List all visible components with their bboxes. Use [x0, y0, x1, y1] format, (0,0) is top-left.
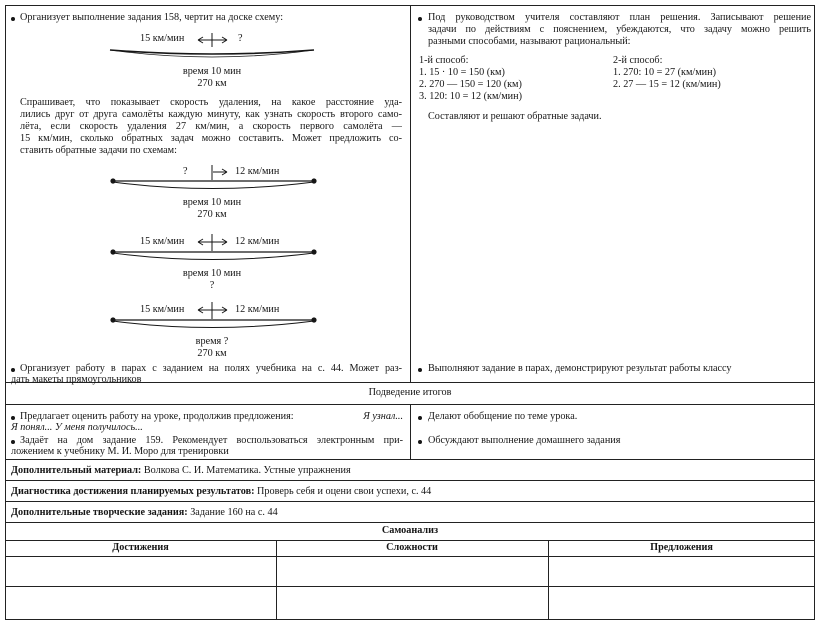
paragraph-line: лёта, если скорость удаления 27 км/мин, а скорость первого самолёта — — [20, 121, 402, 132]
method-1-title: 1-й способ: — [419, 55, 469, 66]
creative-tasks-row — [11, 507, 278, 520]
diagnostics-label: Диагностика достижения планируемых результатов: — [11, 486, 255, 497]
diagram-4-time: время ? — [195, 336, 229, 347]
paragraph-line: лились друг от друга самолёты каждую минуту, как узнать скорость второго само- — [20, 109, 402, 120]
self-analysis-column-achievements: Достижения — [112, 542, 169, 553]
left-item-2-line: дать макеты прямоугольников — [11, 374, 142, 385]
bullet — [11, 440, 15, 444]
self-analysis-title: Самоанализ — [381, 525, 439, 536]
left-item-2-line: Организует работу в парах с заданием на полях учебника на с. 44. Может раз- — [20, 363, 402, 374]
diagram-4-left-speed: 15 км/мин — [140, 304, 185, 315]
method-2-title: 2-й способ: — [613, 55, 663, 66]
inverse-tasks-note: Составляют и решают обратные задачи. — [428, 111, 602, 122]
diagram-4-distance: 270 км — [197, 348, 227, 359]
diagram-1-left-speed: 15 км/мин — [140, 33, 185, 44]
right-item-1-line: задачи по действиям с пояснением, убеждаются, что задачу можно решить — [428, 24, 811, 35]
creative-tasks-label: Дополнительные творческие задания: — [11, 507, 188, 518]
diagram-3-distance: ? — [209, 280, 215, 291]
diagram-2-time: время 10 мин — [182, 197, 242, 208]
method-1-step: 1. 15 · 10 = 150 (км) — [419, 67, 505, 78]
diagram-2-right-speed: 12 км/мин — [235, 166, 280, 177]
diagram-3-time: время 10 мин — [182, 268, 242, 279]
bullet — [11, 416, 15, 420]
right-item-2: Выполняют задание в парах, демонстрируют результат работы классу — [428, 363, 732, 374]
method-1-step: 3. 120: 10 = 12 (км/мин) — [419, 91, 522, 102]
summary-left-item-1-line-2: Я понял... У меня получилось... — [11, 422, 143, 433]
bullet — [418, 440, 422, 444]
diagram-2-left-speed: ? — [183, 166, 188, 177]
bullet — [11, 368, 15, 372]
diagnostics-row — [11, 486, 431, 499]
summary-left-item-2-line: ложением к учебнику М. И. Моро для тренировки — [11, 446, 229, 457]
paragraph-line: Спрашивает, что показывает скорость удаления, на какое расстояние уда- — [20, 97, 402, 108]
self-analysis-column-difficulties: Сложности — [386, 542, 438, 553]
method-2-step: 1. 270: 10 = 27 (км/мин) — [613, 67, 716, 78]
bullet — [418, 17, 422, 21]
summary-left-item-1-text: Предлагает оценить работу на уроке, продолжив предложения: — [20, 411, 294, 422]
diagram-3-left-speed: 15 км/мин — [140, 236, 185, 247]
summary-left-item-1-italic: Я узнал... — [363, 411, 403, 422]
right-item-1-line: Под руководством учителя составляют план решения. Записывают решение — [428, 12, 811, 23]
left-item-1: Организует выполнение задания 158, чертит на доске схему: — [20, 12, 284, 23]
paragraph-line: ставить обратные задачи по схемам: — [20, 145, 177, 156]
diagram-4-right-speed: 12 км/мин — [235, 304, 280, 315]
summary-title: Подведение итогов — [368, 387, 452, 398]
diagnostics-value: Проверь себя и оцени свои успехи, с. 44 — [257, 486, 432, 497]
summary-right-item-1: Делают обобщение по теме урока. — [428, 411, 578, 422]
summary-left-item-2-line: Задаёт на дом задание 159. Рекомендует воспользоваться электронным при- — [20, 435, 403, 446]
diagram-1-time: время 10 мин — [182, 66, 242, 77]
self-analysis-column-suggestions: Предложения — [650, 542, 713, 553]
diagram-2-distance: 270 км — [197, 209, 227, 220]
creative-tasks-value: Задание 160 на с. 44 — [190, 507, 278, 518]
diagram-3-right-speed: 12 км/мин — [235, 236, 280, 247]
summary-right-item-2: Обсуждают выполнение домашнего задания — [428, 435, 621, 446]
right-item-1-line: разными способами, называют рациональный: — [428, 36, 631, 47]
diagram-1-right-speed: ? — [238, 33, 243, 44]
diagram-2 — [110, 165, 316, 189]
method-2-step: 2. 27 — 15 = 12 (км/мин) — [613, 79, 721, 90]
extra-material-value: Волкова С. И. Математика. Устные упражнения — [143, 465, 351, 476]
paragraph-line: 15 км/мин, сколько обратных задач можно составить. Может предложить со- — [20, 133, 402, 144]
bullet — [418, 416, 422, 420]
bullet — [418, 368, 422, 372]
extra-material-row — [11, 465, 351, 478]
diagram-1-distance: 270 км — [197, 78, 227, 89]
method-1-step: 2. 270 — 150 = 120 (км) — [419, 79, 522, 90]
extra-material-label: Дополнительный материал: — [11, 465, 142, 476]
